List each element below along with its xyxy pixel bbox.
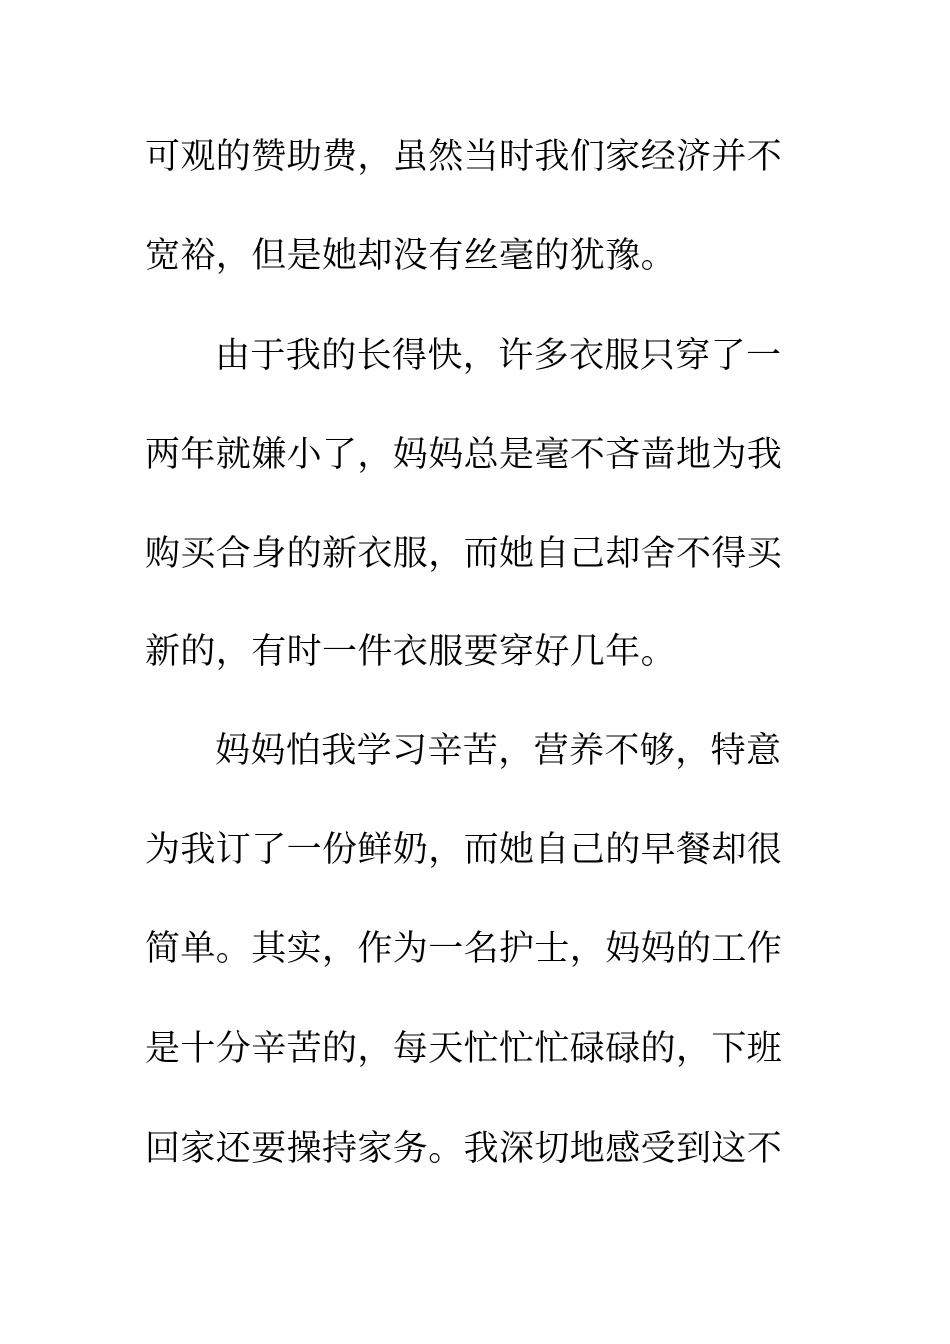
text-line: 购买合身的新衣服，而她自己却舍不得买 bbox=[145, 534, 783, 574]
text-line: 新的，有时一件衣服要穿好几年。 bbox=[145, 632, 677, 672]
text-line: 可观的赞助费，虽然当时我们家经济并不 bbox=[145, 137, 783, 177]
text-line: 是十分辛苦的，每天忙忙忙碌碌的，下班 bbox=[145, 1029, 783, 1069]
text-line: 回家还要操持家务。我深切地感受到这不 bbox=[145, 1129, 783, 1169]
paragraph-first-line: 由于我的长得快，许多衣服只穿了一 bbox=[215, 336, 782, 376]
text-line: 两年就嫌小了，妈妈总是毫不吝啬地为我 bbox=[145, 435, 783, 475]
text-line: 简单。其实，作为一名护士，妈妈的工作 bbox=[145, 929, 783, 969]
text-line: 为我订了一份鲜奶，而她自己的早餐却很 bbox=[145, 830, 783, 870]
paragraph-first-line: 妈妈怕我学习辛苦，营养不够，特意 bbox=[215, 731, 782, 771]
text-line: 宽裕，但是她却没有丝毫的犹豫。 bbox=[145, 236, 677, 276]
